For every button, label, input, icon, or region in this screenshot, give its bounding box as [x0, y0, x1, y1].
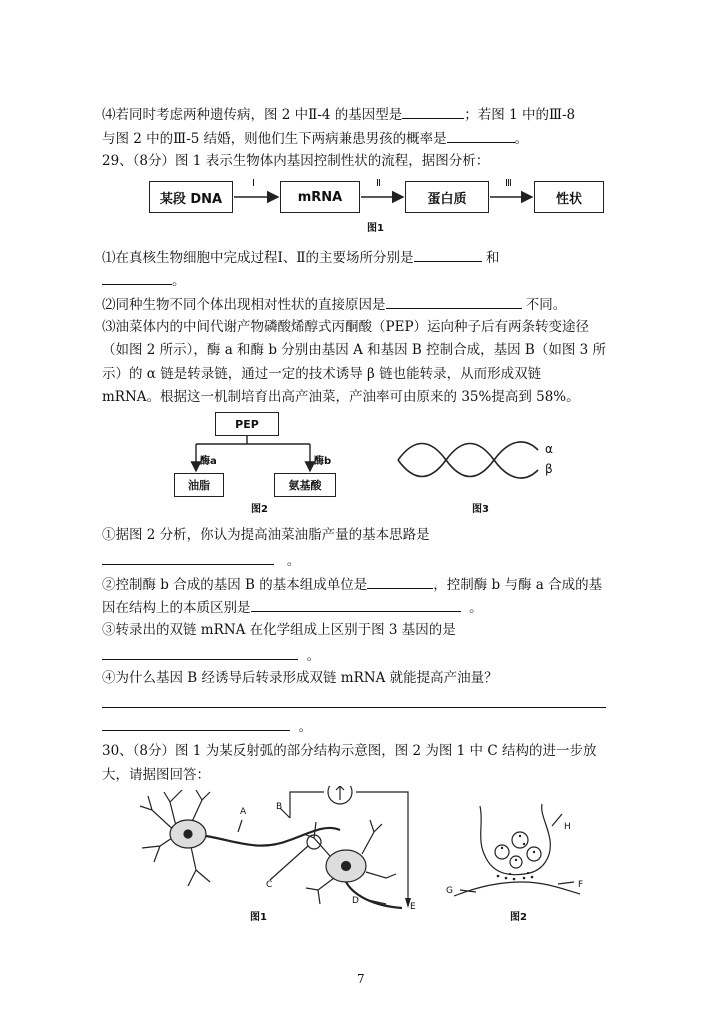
q29-c2-text-c: 因在结构上的本质区别是 — [102, 600, 251, 616]
q29-3-line4: mRNA。根据这一机制培育出高产油菜，产油率可由原来的 35%提高到 58%。 — [102, 389, 580, 405]
reflex-arc-figure — [130, 786, 450, 926]
fig2-caption: 图2 — [251, 504, 268, 515]
q30-header-1: 30、（8分）图 1 为某反射弧的部分结构示意图，图 2 为图 1 中 C 结构的进一步放 — [102, 743, 597, 759]
flow-box-trait: 性状 — [534, 181, 604, 213]
q29-c4-line: ④为什么基因 B 经诱导后转录形成双链 mRNA 就能提高产油量？ — [102, 670, 498, 686]
fig1-label-a: A — [240, 807, 247, 817]
q29-c3-answer — [102, 645, 320, 665]
fig2-label-g: G — [446, 886, 453, 896]
q29-c4-end: 。 — [298, 719, 313, 735]
flow-box-dna: 某段 DNA — [149, 181, 233, 213]
q30-fig2-caption: 图2 — [510, 912, 527, 923]
q29-3-line3: 示）的 α 链是转录链，通过一定的技术诱导 β 链也能转录，从而形成双链 — [102, 366, 542, 382]
q29-3-line1: ⑶油菜体内的中间代谢产物磷酸烯醇式丙酮酸（PEP）运向种子后有两条转变途径 — [102, 319, 590, 335]
q29-2-end: 不同。 — [525, 297, 567, 313]
q29-2-text: ⑵同种生物不同个体出现相对性状的直接原因是 — [102, 297, 386, 313]
q29-c2-text-b: ，控制酶 b 与酶 a 合成的基 — [433, 577, 603, 593]
q29-c1-answer — [102, 550, 300, 570]
fig2-label-h: H — [564, 822, 571, 832]
alpha-label: α — [545, 442, 553, 456]
q28-4-text-d: 。 — [514, 131, 529, 147]
q29-1-end: 。 — [172, 273, 186, 289]
synapse-figure — [440, 800, 590, 910]
answer-blank[interactable] — [102, 693, 606, 708]
q29-c2-line2 — [102, 597, 483, 617]
flow-box-mrna: mRNA — [280, 181, 360, 213]
q28-4-text-a: ⑷若同时考虑两种遗传病，图 2 中Ⅱ-4 的基因型是 — [102, 107, 403, 123]
q30-fig1-caption: 图1 — [250, 912, 267, 923]
amino-acid-box: 氨基酸 — [274, 473, 336, 497]
enzyme-a-label: 酶a — [200, 456, 217, 467]
q29-c4-answer2 — [102, 716, 312, 736]
flow-box-protein: 蛋白质 — [405, 181, 489, 213]
q28-4-text-b: ；若图 1 中的Ⅲ-8 — [464, 107, 576, 123]
q29-1-and: 和 — [485, 250, 500, 266]
fig1-label-b: B — [276, 802, 283, 812]
answer-blank[interactable] — [102, 645, 298, 660]
double-helix — [392, 436, 542, 484]
fig2-label-f: F — [578, 880, 584, 890]
beta-label: β — [545, 462, 553, 476]
enzyme-b-label: 酶b — [314, 456, 332, 467]
answer-blank[interactable] — [102, 550, 274, 565]
answer-blank[interactable] — [367, 574, 433, 589]
q29-c2-text-a: ②控制酶 b 合成的基因 B 的基本组成单位是 — [102, 577, 368, 593]
q29-1-text: ⑴在真核生物细胞中完成过程Ⅰ、Ⅱ的主要场所分别是 — [102, 250, 414, 266]
fig1-label-d: D — [352, 896, 359, 906]
q30-header-2: 大，请据图回答： — [102, 767, 210, 783]
q29-c3-line: ③转录出的双链 mRNA 在化学组成上区别于图 3 基因的是 — [102, 622, 456, 638]
q29-3-line2: （如图 2 所示），酶 a 和酶 b 分别由基因 A 和基因 B 控制合成，基因 B（如图 3 所 — [102, 342, 606, 358]
q29-c1-end: 。 — [286, 553, 301, 569]
q29-c3-end: 。 — [306, 648, 321, 664]
arrow-label-1: Ⅰ — [252, 178, 255, 189]
q29-c2-line1 — [102, 574, 602, 594]
arrow-label-2: Ⅱ — [376, 178, 381, 189]
flow-caption: 图1 — [367, 223, 384, 234]
fig3-caption: 图3 — [472, 504, 489, 515]
q29-c1-line: ①据图 2 分析，你认为提高油菜油脂产量的基本思路是 — [102, 527, 430, 543]
answer-blank[interactable] — [102, 716, 290, 731]
q29-header: 29、（8分）图 1 表示生物体内基因控制性状的流程，据图分析： — [102, 153, 490, 169]
arrow-label-3: Ⅲ — [505, 178, 512, 189]
fig1-label-e: E — [410, 902, 416, 912]
q29-c2-end: 。 — [469, 600, 483, 616]
q29-c4-answer1 — [102, 693, 606, 713]
q28-4-text-c: 与图 2 中的Ⅲ-5 结婚，则他们生下两病兼患男孩的概率是 — [102, 131, 447, 147]
oil-box: 油脂 — [174, 473, 224, 497]
answer-blank[interactable] — [251, 597, 461, 612]
pep-box: PEP — [215, 412, 279, 436]
fig1-label-c: C — [266, 880, 273, 890]
page-number: 7 — [357, 972, 365, 986]
